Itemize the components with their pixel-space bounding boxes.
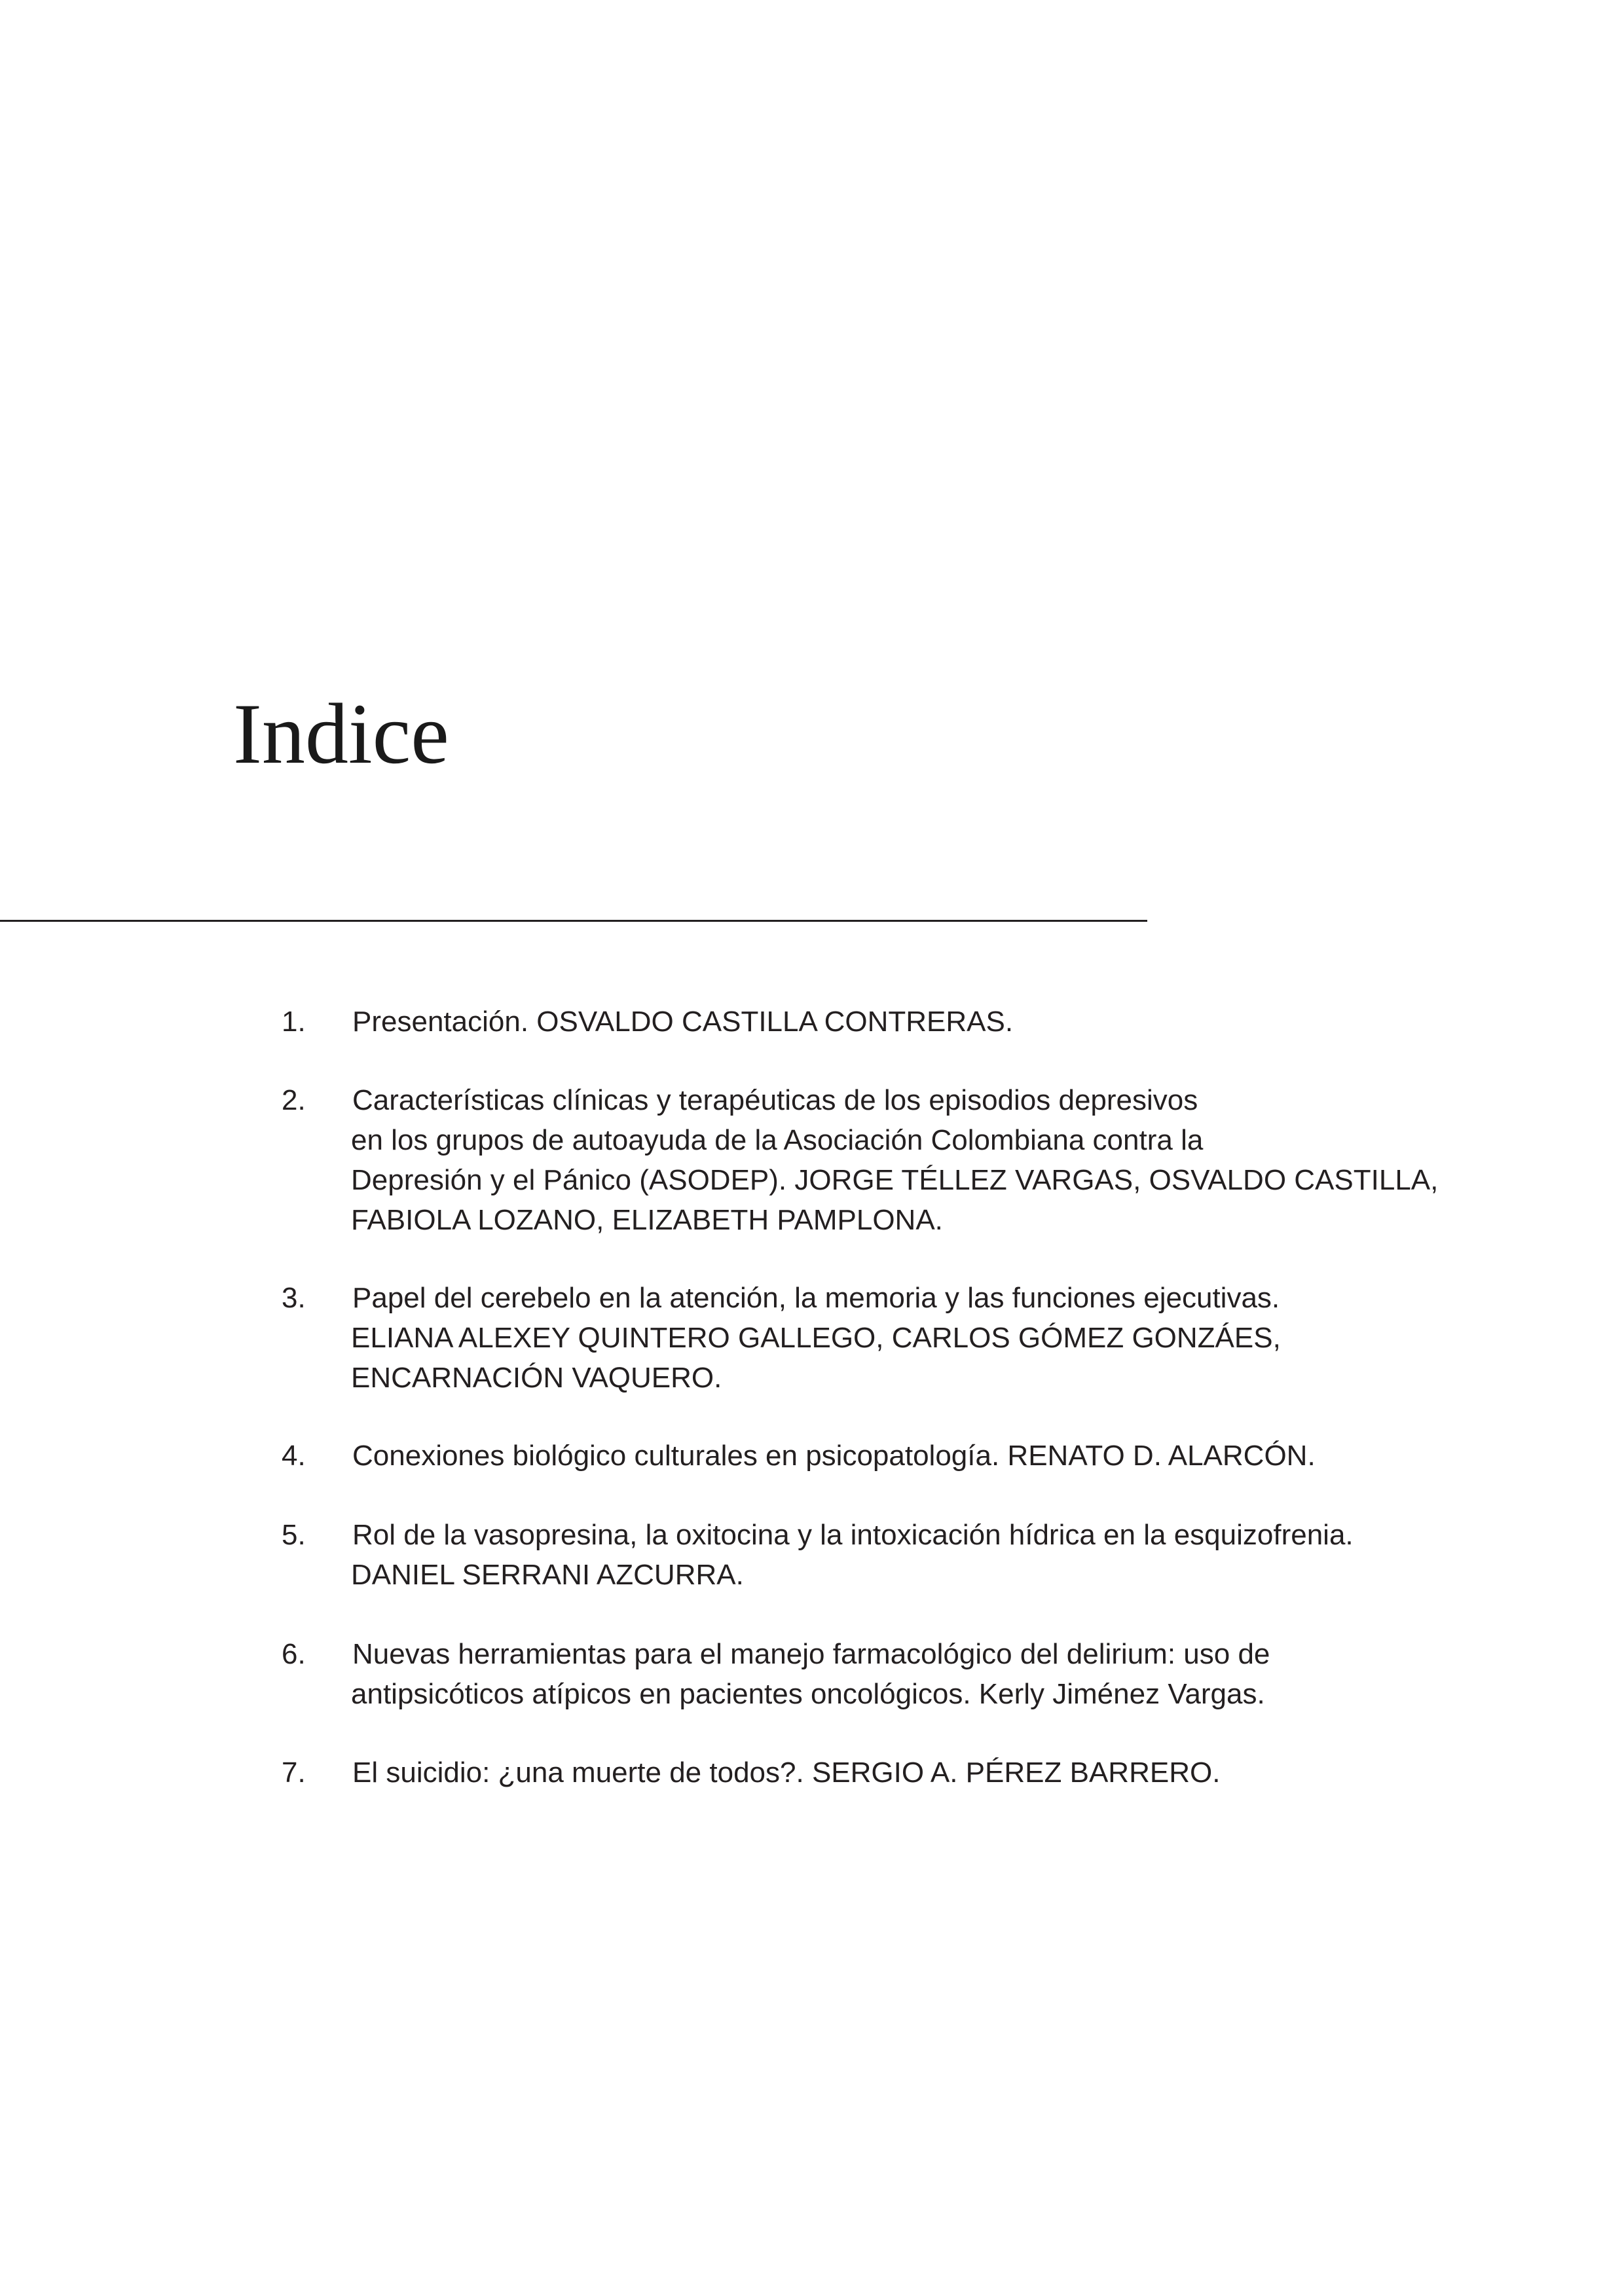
- toc-item-number: 3.: [282, 1282, 306, 1314]
- toc-item-line: en los grupos de autoayuda de la Asociación Colombiana contra la: [351, 1124, 1204, 1156]
- toc-item-text: [0, 1753, 1624, 1793]
- toc-item-number: 5.: [282, 1519, 306, 1551]
- toc-item-text: [0, 1278, 1624, 1398]
- toc-item-line: ELIANA ALEXEY QUINTERO GALLEGO, CARLOS GÓMEZ GONZÁES,: [351, 1322, 1281, 1354]
- toc-item-line: Características clínicas y terapéuticas de los episodios depresivos: [352, 1084, 1198, 1116]
- toc-item-line: ENCARNACIÓN VAQUERO.: [351, 1362, 722, 1394]
- toc-item-line: Depresión y el Pánico (ASODEP). JORGE TÉLLEZ VARGAS, OSVALDO CASTILLA,: [351, 1164, 1439, 1196]
- toc-item-line: Papel del cerebelo en la atención, la memoria y las funciones ejecutivas.: [352, 1282, 1280, 1314]
- page-title: Indice: [233, 685, 449, 782]
- toc-item-text: [0, 1002, 1624, 1042]
- toc-item-text: [0, 1515, 1624, 1595]
- toc-item-line: antipsicóticos atípicos en pacientes oncológicos. Kerly Jiménez Vargas.: [351, 1678, 1265, 1710]
- toc-item-line: El suicidio: ¿una muerte de todos?. SERGIO A. PÉREZ BARRERO.: [352, 1757, 1221, 1789]
- toc-item-number: 1.: [282, 1006, 306, 1038]
- toc-item-line: Presentación. OSVALDO CASTILLA CONTRERAS.: [352, 1006, 1014, 1038]
- toc-item-number: 6.: [282, 1638, 306, 1670]
- toc-item-line: Conexiones biológico culturales en psicopatología. RENATO D. ALARCÓN.: [352, 1440, 1316, 1472]
- toc-item-number: 7.: [282, 1757, 306, 1789]
- toc-item-text: [0, 1634, 1624, 1714]
- toc-item-text: [0, 1436, 1624, 1476]
- toc-item-number: 2.: [282, 1084, 306, 1116]
- toc-item-line: Rol de la vasopresina, la oxitocina y la intoxicación hídrica en la esquizofrenia.: [352, 1519, 1354, 1551]
- toc-item-line: DANIEL SERRANI AZCURRA.: [351, 1559, 744, 1591]
- toc-item-text: [0, 1080, 1624, 1240]
- toc-item-number: 4.: [282, 1440, 306, 1472]
- toc-item-line: Nuevas herramientas para el manejo farmacológico del delirium: uso de: [352, 1638, 1270, 1670]
- toc-item-line: FABIOLA LOZANO, ELIZABETH PAMPLONA.: [351, 1204, 943, 1236]
